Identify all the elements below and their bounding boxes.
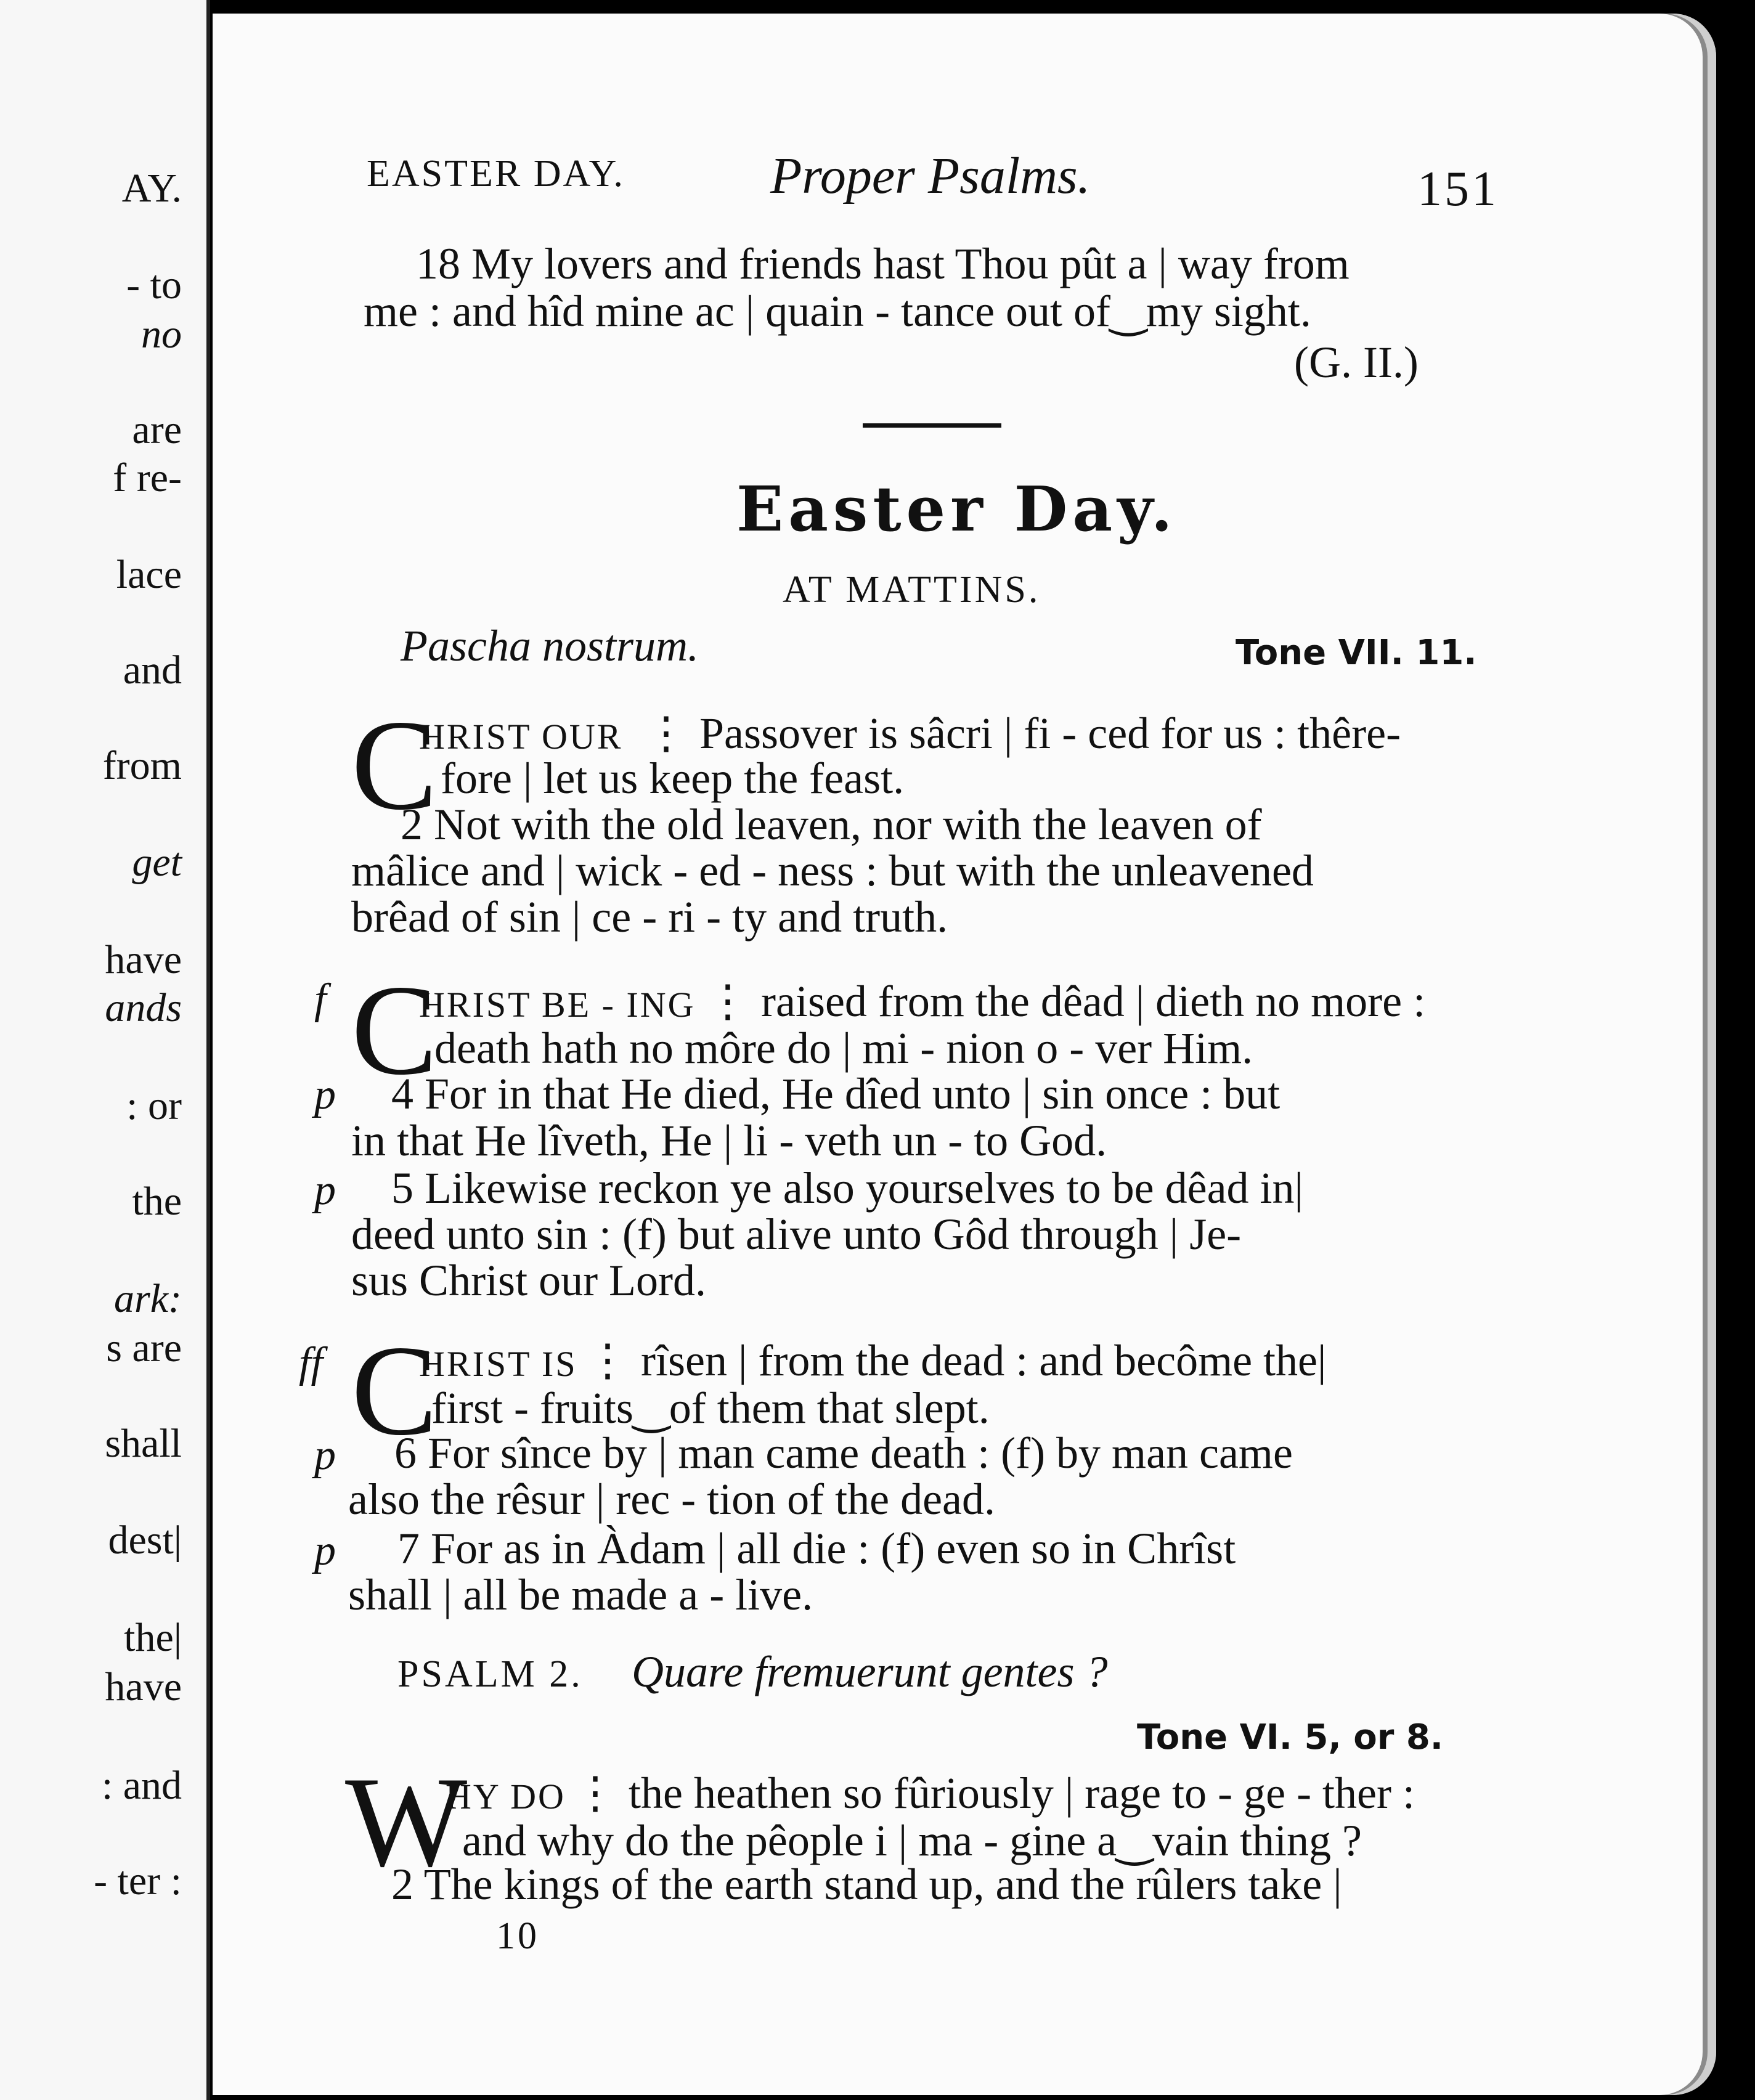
drop-cap: C: [351, 959, 438, 1102]
running-header-left: EASTER DAY.: [367, 153, 625, 195]
left-page-line: - ter :: [94, 1858, 182, 1903]
left-page-line: shall: [105, 1421, 182, 1466]
psalm-incipit: Quare fremuerunt gentes ?: [632, 1647, 1108, 1696]
left-page-line: have: [105, 1664, 182, 1709]
signature-mark: 10: [496, 1915, 539, 1957]
verse-line: death hath no môre do | mi - nion o - ver Him.: [434, 1024, 1253, 1073]
left-page-line: dest|: [108, 1518, 182, 1563]
left-page-line: have: [105, 937, 182, 982]
section-divider: [863, 423, 1001, 428]
dynamic-marking: f: [314, 975, 327, 1023]
verse-line: mâlice and | wick - ed - ness : but with the unleavened: [351, 846, 1314, 895]
verse-line: brêad of sin | ce - ri - ty and truth.: [351, 892, 948, 942]
left-page-line: get: [132, 840, 182, 885]
verse-line: ⋮ rîsen | from the dead : and becôme the|: [585, 1336, 1327, 1385]
verse-line: in that He lîveth, He | li - veth un - to God.: [351, 1116, 1107, 1165]
verse-line: sus Christ our Lord.: [351, 1256, 706, 1305]
verse-line: me : and hîd mine ac | quain - tance out of‿my sight.: [364, 287, 1311, 336]
left-page-line: are: [132, 407, 182, 452]
dynamic-marking: p: [314, 1071, 336, 1118]
verse-line: 2 The kings of the earth stand up, and the rûlers take |: [391, 1860, 1342, 1909]
psalm-label: PSALM 2.: [397, 1653, 583, 1695]
left-page-line: from: [102, 743, 182, 788]
verse-lead: HY DO: [446, 1776, 566, 1817]
tone-marker: Tone VI. 5, or 8.: [1137, 1717, 1444, 1757]
running-header-center: Proper Psalms.: [770, 147, 1091, 205]
verse-line: 7 For as in Àdam | all die : (f) even so in Chrîst: [397, 1524, 1236, 1573]
left-page-line: AY.: [121, 166, 182, 211]
dynamic-marking: p: [314, 1166, 336, 1214]
left-page-line: s are: [106, 1325, 182, 1370]
left-page-line: : or: [126, 1083, 182, 1128]
verse-line: deed unto sin : (f) but alive unto Gôd through | Je-: [351, 1210, 1242, 1259]
verse-line: ⋮ Passover is sâcri | fi - ced for us : thêre-: [644, 709, 1401, 758]
verse-lead: HRIST OUR: [419, 717, 623, 757]
verse-line: 18 My lovers and friends hast Thou pût a | way from: [416, 239, 1350, 288]
verse-lead: HRIST IS: [419, 1344, 577, 1384]
verse-line: and why do the pêople i | ma - gine a‿vain thing ?: [462, 1816, 1362, 1865]
left-page-line: and: [123, 648, 182, 693]
left-page-line: the|: [124, 1615, 182, 1660]
verse-line: 5 Likewise reckon ye also yourselves to be dêad in|: [391, 1163, 1303, 1213]
left-page-line: lace: [116, 552, 182, 597]
verse-line: ⋮ the heathen so fûriously | rage to - ge - ther :: [573, 1768, 1415, 1818]
book-page: [213, 14, 1716, 2095]
verse-line: fore | let us keep the feast.: [441, 754, 905, 803]
left-page-line: no: [141, 312, 182, 357]
verse-reference: (G. II.): [1294, 338, 1419, 387]
left-page-line: - to: [126, 262, 182, 307]
verse-line: also the rêsur | rec - tion of the dead.: [348, 1475, 996, 1524]
left-page-line: f re-: [113, 455, 182, 500]
left-facing-page: [0, 0, 210, 2100]
dynamic-marking: ff: [299, 1339, 323, 1386]
left-page-line: the: [132, 1179, 182, 1224]
verse-line: 2 Not with the old leaven, nor with the leaven of: [401, 800, 1262, 849]
verse-line: ⋮ raised from the dêad | dieth no more :: [706, 977, 1426, 1026]
left-page-line: : and: [101, 1763, 182, 1808]
drop-cap: C: [351, 694, 438, 837]
anthem-incipit: Pascha nostrum.: [401, 621, 699, 670]
left-page-line: ands: [105, 985, 182, 1030]
drop-cap: W: [345, 1751, 468, 1894]
dynamic-marking: p: [314, 1431, 336, 1479]
verse-line: 6 For sînce by | man came death : (f) by man came: [394, 1428, 1293, 1478]
verse-line: first - fruits‿of them that slept.: [431, 1383, 990, 1433]
drop-cap: C: [351, 1319, 438, 1462]
verse-line: 4 For in that He died, He dîed unto | sin once : but: [391, 1069, 1281, 1118]
verse-line: shall | all be made a - live.: [348, 1570, 813, 1619]
service-subtitle: AT MATTINS.: [783, 569, 1041, 611]
verse-lead: HRIST BE - ING: [419, 985, 696, 1025]
left-page-line: ark:: [114, 1276, 182, 1321]
page-number: 151: [1417, 162, 1499, 216]
dynamic-marking: p: [314, 1527, 336, 1574]
page-title: Easter Day.: [736, 473, 1178, 545]
tone-marker: Tone VII. 11.: [1236, 633, 1477, 673]
